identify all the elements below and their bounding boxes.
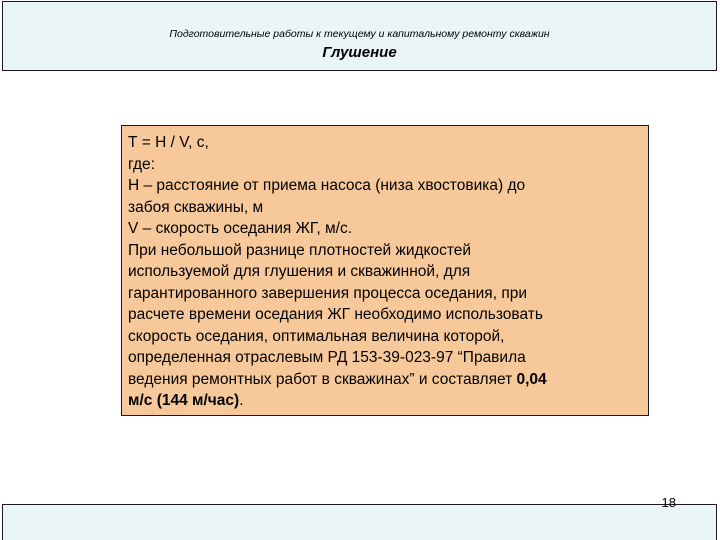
text-line: скорость оседания, оптимальная величина которой, [128, 327, 505, 345]
slide-header [2, 1, 717, 71]
text-line: V – скорость оседания ЖГ, м/с. [128, 220, 353, 237]
text-line: расчете времени оседания ЖГ необходимо использовать [128, 306, 543, 323]
text-line: Т = Н / V, с, [128, 134, 209, 151]
settling-speed-unit: м/с (144 м/час) [128, 392, 240, 409]
slide-footer [2, 495, 717, 540]
text-line: При небольшой разнице плотностей жидкостей [128, 241, 472, 259]
slide-title: Глушение [322, 44, 397, 61]
text-line [128, 390, 640, 412]
text-line-end: . [239, 392, 244, 409]
text-line: Н – расстояние от приема насоса (низа хвостовика) до [128, 177, 526, 194]
settling-speed-value: 0,04 [516, 370, 547, 388]
text-line: определенная отраслевым РД 153-39-023-97 “Правила [128, 349, 526, 366]
text-line [128, 369, 640, 391]
text-line: где: [128, 155, 155, 173]
formula-text-box [121, 125, 649, 416]
text-line: забоя скважины, м [128, 198, 264, 216]
header-subtitle: Подготовительные работы к текущему и капитальному ремонту скважин [169, 28, 550, 40]
page-number: 18 [661, 495, 676, 510]
text-line-part: ведения ремонтных работ в скважинах” и составляет [128, 370, 517, 388]
text-line: гарантированного завершения процесса оседания, при [128, 284, 527, 302]
text-line: используемой для глушения и скважинной, для [128, 263, 471, 280]
